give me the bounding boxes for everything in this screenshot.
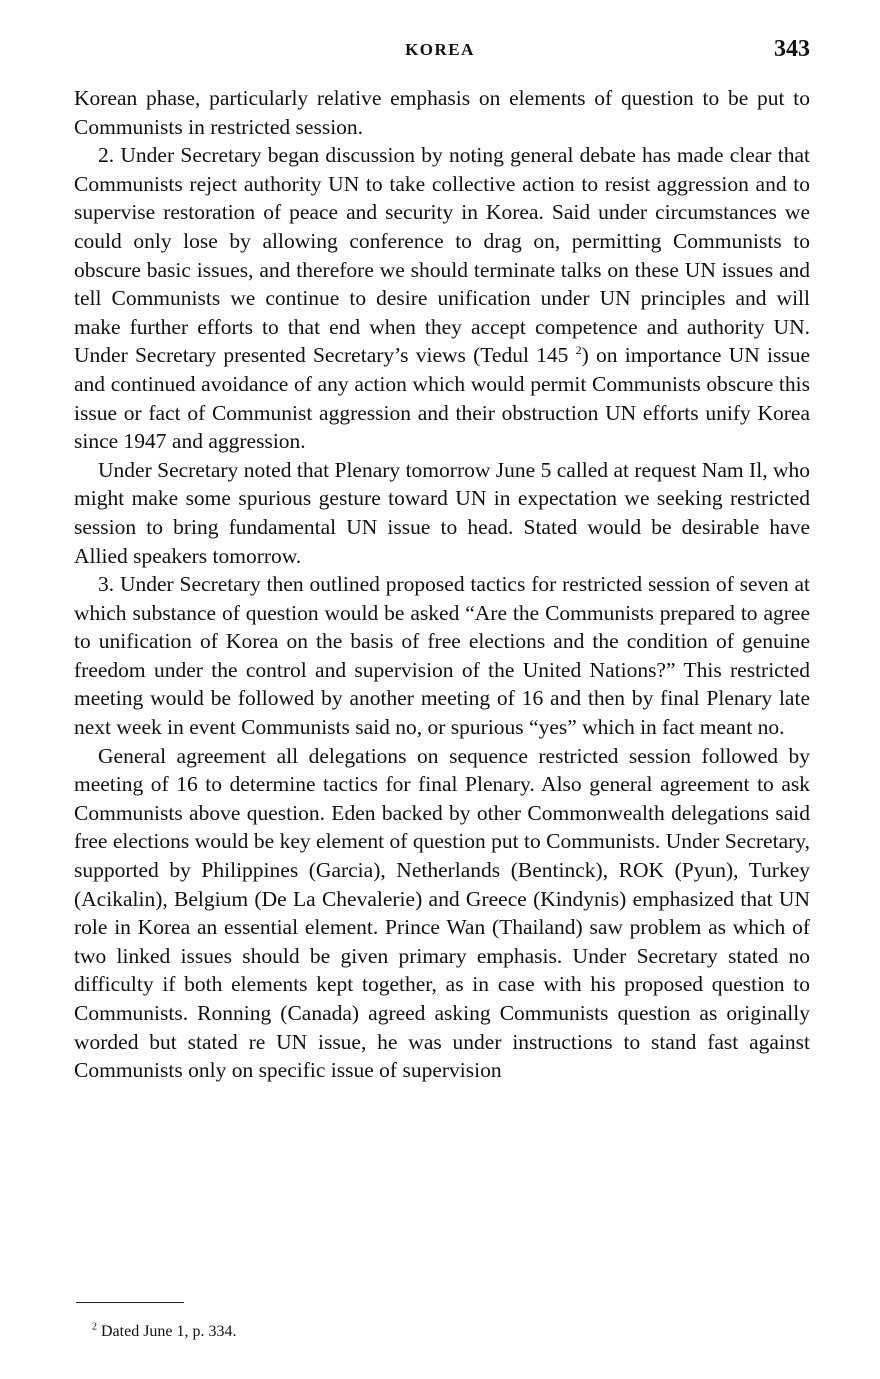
paragraph-2-text-end: ) on importance UN issue and continued avoidance of any action which would permit Communists obscure this issue or fact of Communist aggression and their obstruction UN efforts unify Korea since 1947 and aggression. bbox=[74, 343, 810, 454]
body-text bbox=[74, 84, 810, 1085]
paragraph-continuation: Korean phase, particularly relative emphasis on elements of question to be put to Communists in restricted session. bbox=[74, 86, 810, 139]
footnote bbox=[92, 1322, 237, 1342]
footnote-text: Dated June 1, p. 334. bbox=[101, 1323, 237, 1340]
paragraph-plenary: Under Secretary noted that Plenary tomorrow June 5 called at request Nam Il, who might make some spurious gesture toward UN in expectation we seeking restricted session to bring fundamental UN issue to head. Stated would be desirable have Allied speakers tomorrow. bbox=[74, 457, 810, 568]
footnote-marker: 2 bbox=[92, 1321, 97, 1333]
paragraph-2 bbox=[74, 141, 810, 456]
paragraph-3: 3. Under Secretary then outlined proposed tactics for restricted session of seven at which substance of question would be asked “Are the Communists prepared to agree to unification of Korea on the basis of free elections and the condition of genuine freedom under the control and supervision of the United Nations?” This restricted meeting would be followed by another meeting of 16 and then by final Plenary late next week in event Communists said no, or spurious “yes” which in fact meant no. bbox=[74, 572, 810, 740]
running-title: KOREA bbox=[405, 40, 475, 59]
paragraph-2-text-start: 2. Under Secretary began discussion by noting general debate has made clear that Communists reject authority UN to take collective action to resist aggression and to supervise restoration of peace and security in Korea. Said under circumstances we could only lose by allowing conference to drag on, permitting Communists to obscure basic issues, and therefore we should terminate talks on these UN issues and tell Communists we continue to desire unification under UN principles and will make further efforts to that end when they accept competence and authority UN. Under Secretary presented Secretary’s views (Tedul 145 bbox=[74, 143, 810, 368]
footnote-rule bbox=[76, 1302, 184, 1303]
page-number: 343 bbox=[774, 36, 810, 62]
footnote-reference: 2 bbox=[575, 343, 582, 358]
paragraph-general-agreement: General agreement all delegations on sequence restricted session followed by meeting of 16 to determine tactics for final Plenary. Also general agreement to ask Communists above question. Eden backed by other Commonwealth delegations said free elections would be key element of question put to Communists. Under Secretary, supported by Philippines (Garcia), Netherlands (Bentinck), ROK (Pyun), Turkey (Acikalin), Belgium (De La Chevalerie) and Greece (Kindynis) emphasized that UN role in Korea an essential element. Prince Wan (Thailand) saw problem as which of two linked issues should be given primary emphasis. Under Secretary stated no difficulty if both elements kept together, as in case with his proposed question to Communists. Ronning (Canada) agreed asking Communists question as originally worded but stated re UN issue, he was under instructions to stand fast against Communists only on specific issue of supervision bbox=[74, 743, 810, 1083]
running-head bbox=[0, 36, 880, 66]
